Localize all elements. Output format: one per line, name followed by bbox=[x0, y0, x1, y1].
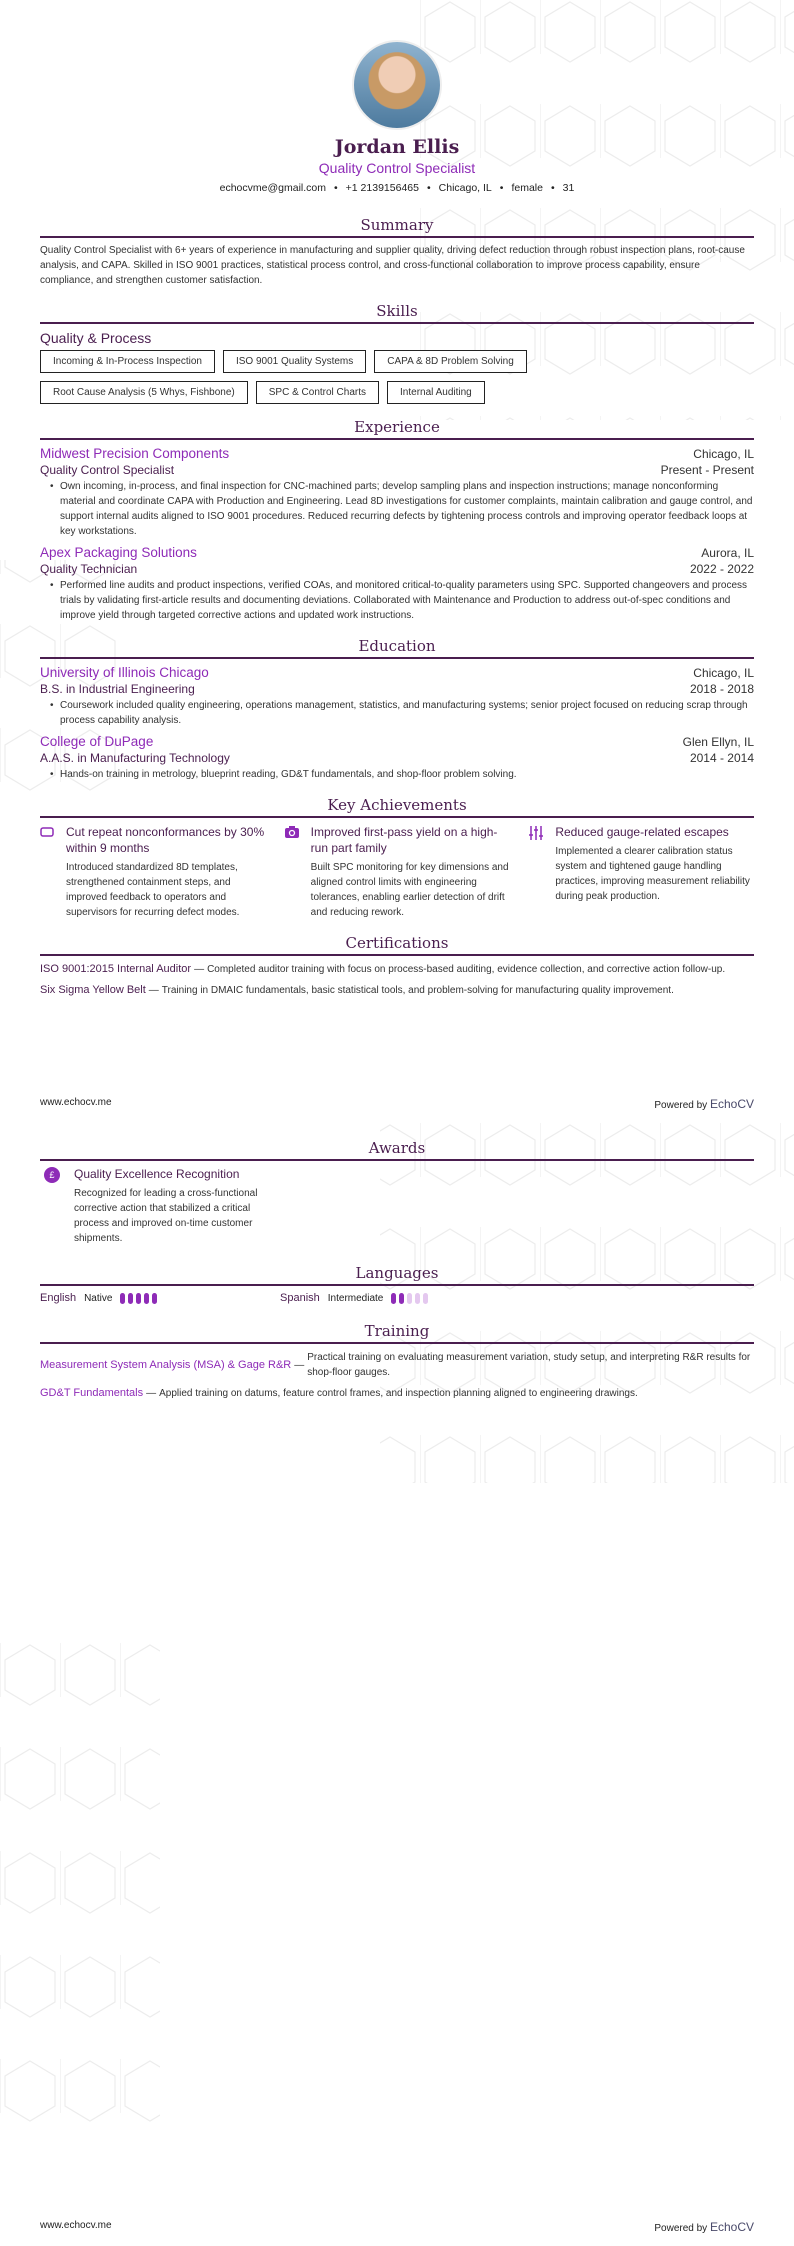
language-name: Spanish bbox=[280, 1292, 320, 1304]
company-name: Apex Packaging Solutions bbox=[40, 545, 197, 560]
section-heading-certifications: Certifications bbox=[40, 934, 754, 956]
education-entry bbox=[40, 728, 754, 782]
skill-tag: SPC & Control Charts bbox=[256, 381, 379, 404]
degree: B.S. in Industrial Engineering bbox=[40, 682, 195, 696]
achievement-desc: Introduced standardized 8D templates, strengthened containment steps, and improved feedback to operators and supervisors for recurring defect modes. bbox=[66, 862, 240, 918]
skill-tag: Incoming & In-Process Inspection bbox=[40, 350, 215, 373]
school-location: Chicago, IL bbox=[693, 666, 754, 680]
award-item bbox=[40, 1167, 754, 1246]
language-name: English bbox=[40, 1292, 77, 1304]
award-desc: Recognized for leading a cross-functional corrective action that stabilized a critical process and improved on-time customer shipments. bbox=[74, 1188, 258, 1244]
avatar bbox=[352, 40, 442, 130]
job-bullet: • Performed line audits and product inspections, verified COAs, and monitored critical-to-quality parameters using SPC. Supported changeovers and process trials by validating first-article results and documenting deviations. Collaborated with Maintenance and Production to address out-of-spec conditions and improve yield through targeted corrective actions and updated work instructions. bbox=[50, 578, 754, 623]
language-item bbox=[40, 1292, 280, 1304]
training-desc: Practical training on evaluating measurement variation, study setup, and interpreting R&R results for shop-floor gauges. bbox=[307, 1352, 751, 1378]
section-heading-skills: Skills bbox=[40, 302, 754, 324]
achievements-list bbox=[40, 824, 754, 920]
training-name: GD&T Fundamentals bbox=[40, 1387, 144, 1399]
section-heading-languages: Languages bbox=[40, 1264, 754, 1286]
education-entry bbox=[40, 659, 754, 728]
achievement-desc: Built SPC monitoring for key dimensions and aligned control limits with engineering tolerances, enabling earlier detection of drift and reducing rework. bbox=[310, 862, 509, 918]
skill-tag: ISO 9001 Quality Systems bbox=[223, 350, 366, 373]
school-name: University of Illinois Chicago bbox=[40, 665, 209, 680]
award-title: Quality Excellence Recognition bbox=[74, 1167, 240, 1181]
rating-pip bbox=[407, 1293, 412, 1304]
education-dates: 2014 - 2014 bbox=[689, 751, 754, 765]
job-bullet: • Own incoming, in-process, and final inspection for CNC-machined parts; develop sampling plans and inspection instructions; manage nonconforming material and coordinate CAPA with Production and Engineering. Lead 8D investigations for customer complaints, maintain calibration and gauge control, and support internal audits aligned to ISO 9001 procedures. Reduced recurring defects by tightening process controls and improving operator feedback loops at key workstations. bbox=[50, 479, 754, 539]
job-title: Quality Technician bbox=[40, 562, 138, 576]
experience-entry bbox=[40, 440, 754, 539]
job-location: Chicago, IL bbox=[693, 447, 754, 461]
language-item bbox=[280, 1292, 520, 1304]
skill-tags bbox=[40, 350, 580, 404]
page-footer bbox=[40, 2220, 754, 2234]
email[interactable]: echocvme@gmail.com bbox=[219, 182, 326, 194]
education-bullet: • Hands-on training in metrology, blueprint reading, GD&T fundamentals, and shop-floor problem solving. bbox=[50, 767, 754, 782]
phone[interactable]: +1 2139156465 bbox=[345, 182, 419, 194]
gender: female bbox=[511, 182, 543, 194]
footer-site-link[interactable]: www.echocv.me bbox=[40, 2220, 112, 2231]
page-footer bbox=[40, 1097, 754, 1111]
certification-desc: Completed auditor training with focus on process-based auditing, evidence collection, and corrective action follow-up. bbox=[207, 964, 726, 975]
camera-icon bbox=[285, 826, 299, 920]
rating-pip bbox=[423, 1293, 428, 1304]
job-dates: Present - Present bbox=[660, 463, 754, 477]
job-location: Aurora, IL bbox=[701, 546, 754, 560]
contact-line: echocvme@gmail.com • +1 2139156465 • Chicago, IL • female • 31 bbox=[219, 182, 575, 194]
languages-list bbox=[40, 1292, 754, 1304]
resume-page-2 bbox=[0, 1123, 794, 2246]
rating-pip bbox=[391, 1293, 396, 1304]
school-name: College of DuPage bbox=[40, 734, 154, 749]
pound-icon: £ bbox=[44, 1167, 60, 1183]
rating-pip bbox=[136, 1293, 141, 1304]
job-dates: 2022 - 2022 bbox=[689, 562, 754, 576]
language-rating bbox=[120, 1293, 157, 1304]
section-heading-summary: Summary bbox=[40, 216, 754, 238]
language-level: Native bbox=[84, 1292, 113, 1304]
achievement-item bbox=[285, 824, 510, 920]
achievement-title: Cut repeat nonconformances by 30% within 9 months bbox=[66, 825, 265, 855]
certification-item: ISO 9001:2015 Internal Auditor — Completed auditor training with focus on process-based auditing, evidence collection, and corrective action follow-up. bbox=[40, 963, 726, 975]
rating-pip bbox=[152, 1293, 157, 1304]
skill-tag: Root Cause Analysis (5 Whys, Fishbone) bbox=[40, 381, 248, 404]
brand-logo[interactable]: EchoCV bbox=[709, 2220, 754, 2234]
achievement-title: Reduced gauge-related escapes bbox=[555, 825, 729, 839]
training-item: Measurement System Analysis (MSA) & Gage R&R — Practical training on evaluating measurement variation, study setup, and interpreting R&R results for shop-floor gauges. bbox=[40, 1350, 754, 1380]
degree: A.A.S. in Manufacturing Technology bbox=[40, 751, 230, 765]
tag-icon bbox=[40, 826, 54, 920]
rating-pip bbox=[144, 1293, 149, 1304]
rating-pip bbox=[399, 1293, 404, 1304]
rating-pip bbox=[120, 1293, 125, 1304]
candidate-name: Jordan Ellis bbox=[334, 136, 460, 158]
skill-group-title: Quality & Process bbox=[40, 330, 152, 346]
section-heading-training: Training bbox=[40, 1322, 754, 1344]
certification-item: Six Sigma Yellow Belt — Training in DMAIC fundamentals, basic statistical tools, and problem-solving for manufacturing quality improvement. bbox=[40, 984, 674, 996]
education-dates: 2018 - 2018 bbox=[689, 682, 754, 696]
section-heading-experience: Experience bbox=[40, 418, 754, 440]
training-item: GD&T Fundamentals — Applied training on datums, feature control frames, and inspection planning aligned to engineering drawings. bbox=[40, 1387, 638, 1399]
powered-by-label: Powered by bbox=[654, 2223, 708, 2234]
rating-pip bbox=[128, 1293, 133, 1304]
experience-entry bbox=[40, 539, 754, 623]
skill-tag: CAPA & 8D Problem Solving bbox=[374, 350, 527, 373]
language-rating bbox=[391, 1293, 428, 1304]
training-name: Measurement System Analysis (MSA) & Gage R&R bbox=[40, 1358, 292, 1371]
achievement-desc: Implemented a clearer calibration status system and tightened gauge handling practices, improving measurement reliability during peak production. bbox=[555, 846, 750, 902]
section-heading-awards: Awards bbox=[40, 1139, 754, 1161]
achievement-item bbox=[529, 824, 754, 920]
summary-text: Quality Control Specialist with 6+ years of experience in manufacturing and supplier quality, driving defect reduction through robust inspection plans, root-cause analysis, and CAPA. Skilled in ISO 9001 practices, statistical process control, and cross-functional collaboration to improve process capability, ensure compliance, and strengthen customer satisfaction. bbox=[40, 245, 745, 286]
section-heading-achievements: Key Achievements bbox=[40, 796, 754, 818]
certification-name: ISO 9001:2015 Internal Auditor bbox=[40, 963, 192, 975]
skill-tag: Internal Auditing bbox=[387, 381, 485, 404]
sliders-icon bbox=[529, 826, 543, 920]
candidate-title: Quality Control Specialist bbox=[318, 160, 476, 176]
language-level: Intermediate bbox=[327, 1292, 384, 1304]
company-name: Midwest Precision Components bbox=[40, 446, 230, 461]
training-desc: Applied training on datums, feature control frames, and inspection planning aligned to engineering drawings. bbox=[159, 1388, 638, 1399]
achievement-item bbox=[40, 824, 265, 920]
job-title: Quality Control Specialist bbox=[40, 463, 175, 477]
certification-desc: Training in DMAIC fundamentals, basic statistical tools, and problem-solving for manufacturing quality improvement. bbox=[161, 985, 674, 996]
location: Chicago, IL bbox=[438, 182, 492, 194]
rating-pip bbox=[415, 1293, 420, 1304]
brand-logo[interactable]: EchoCV bbox=[709, 1097, 754, 1111]
section-heading-education: Education bbox=[40, 637, 754, 659]
age: 31 bbox=[562, 182, 575, 194]
powered-by-label: Powered by bbox=[654, 1100, 708, 1111]
education-bullet: • Coursework included quality engineering, operations management, statistics, and manufacturing systems; senior project focused on reducing scrap through process capability analysis. bbox=[50, 698, 754, 728]
achievement-title: Improved first-pass yield on a high-run part family bbox=[310, 825, 498, 855]
certification-name: Six Sigma Yellow Belt bbox=[40, 984, 146, 996]
school-location: Glen Ellyn, IL bbox=[682, 735, 754, 749]
footer-site-link[interactable]: www.echocv.me bbox=[40, 1097, 112, 1108]
